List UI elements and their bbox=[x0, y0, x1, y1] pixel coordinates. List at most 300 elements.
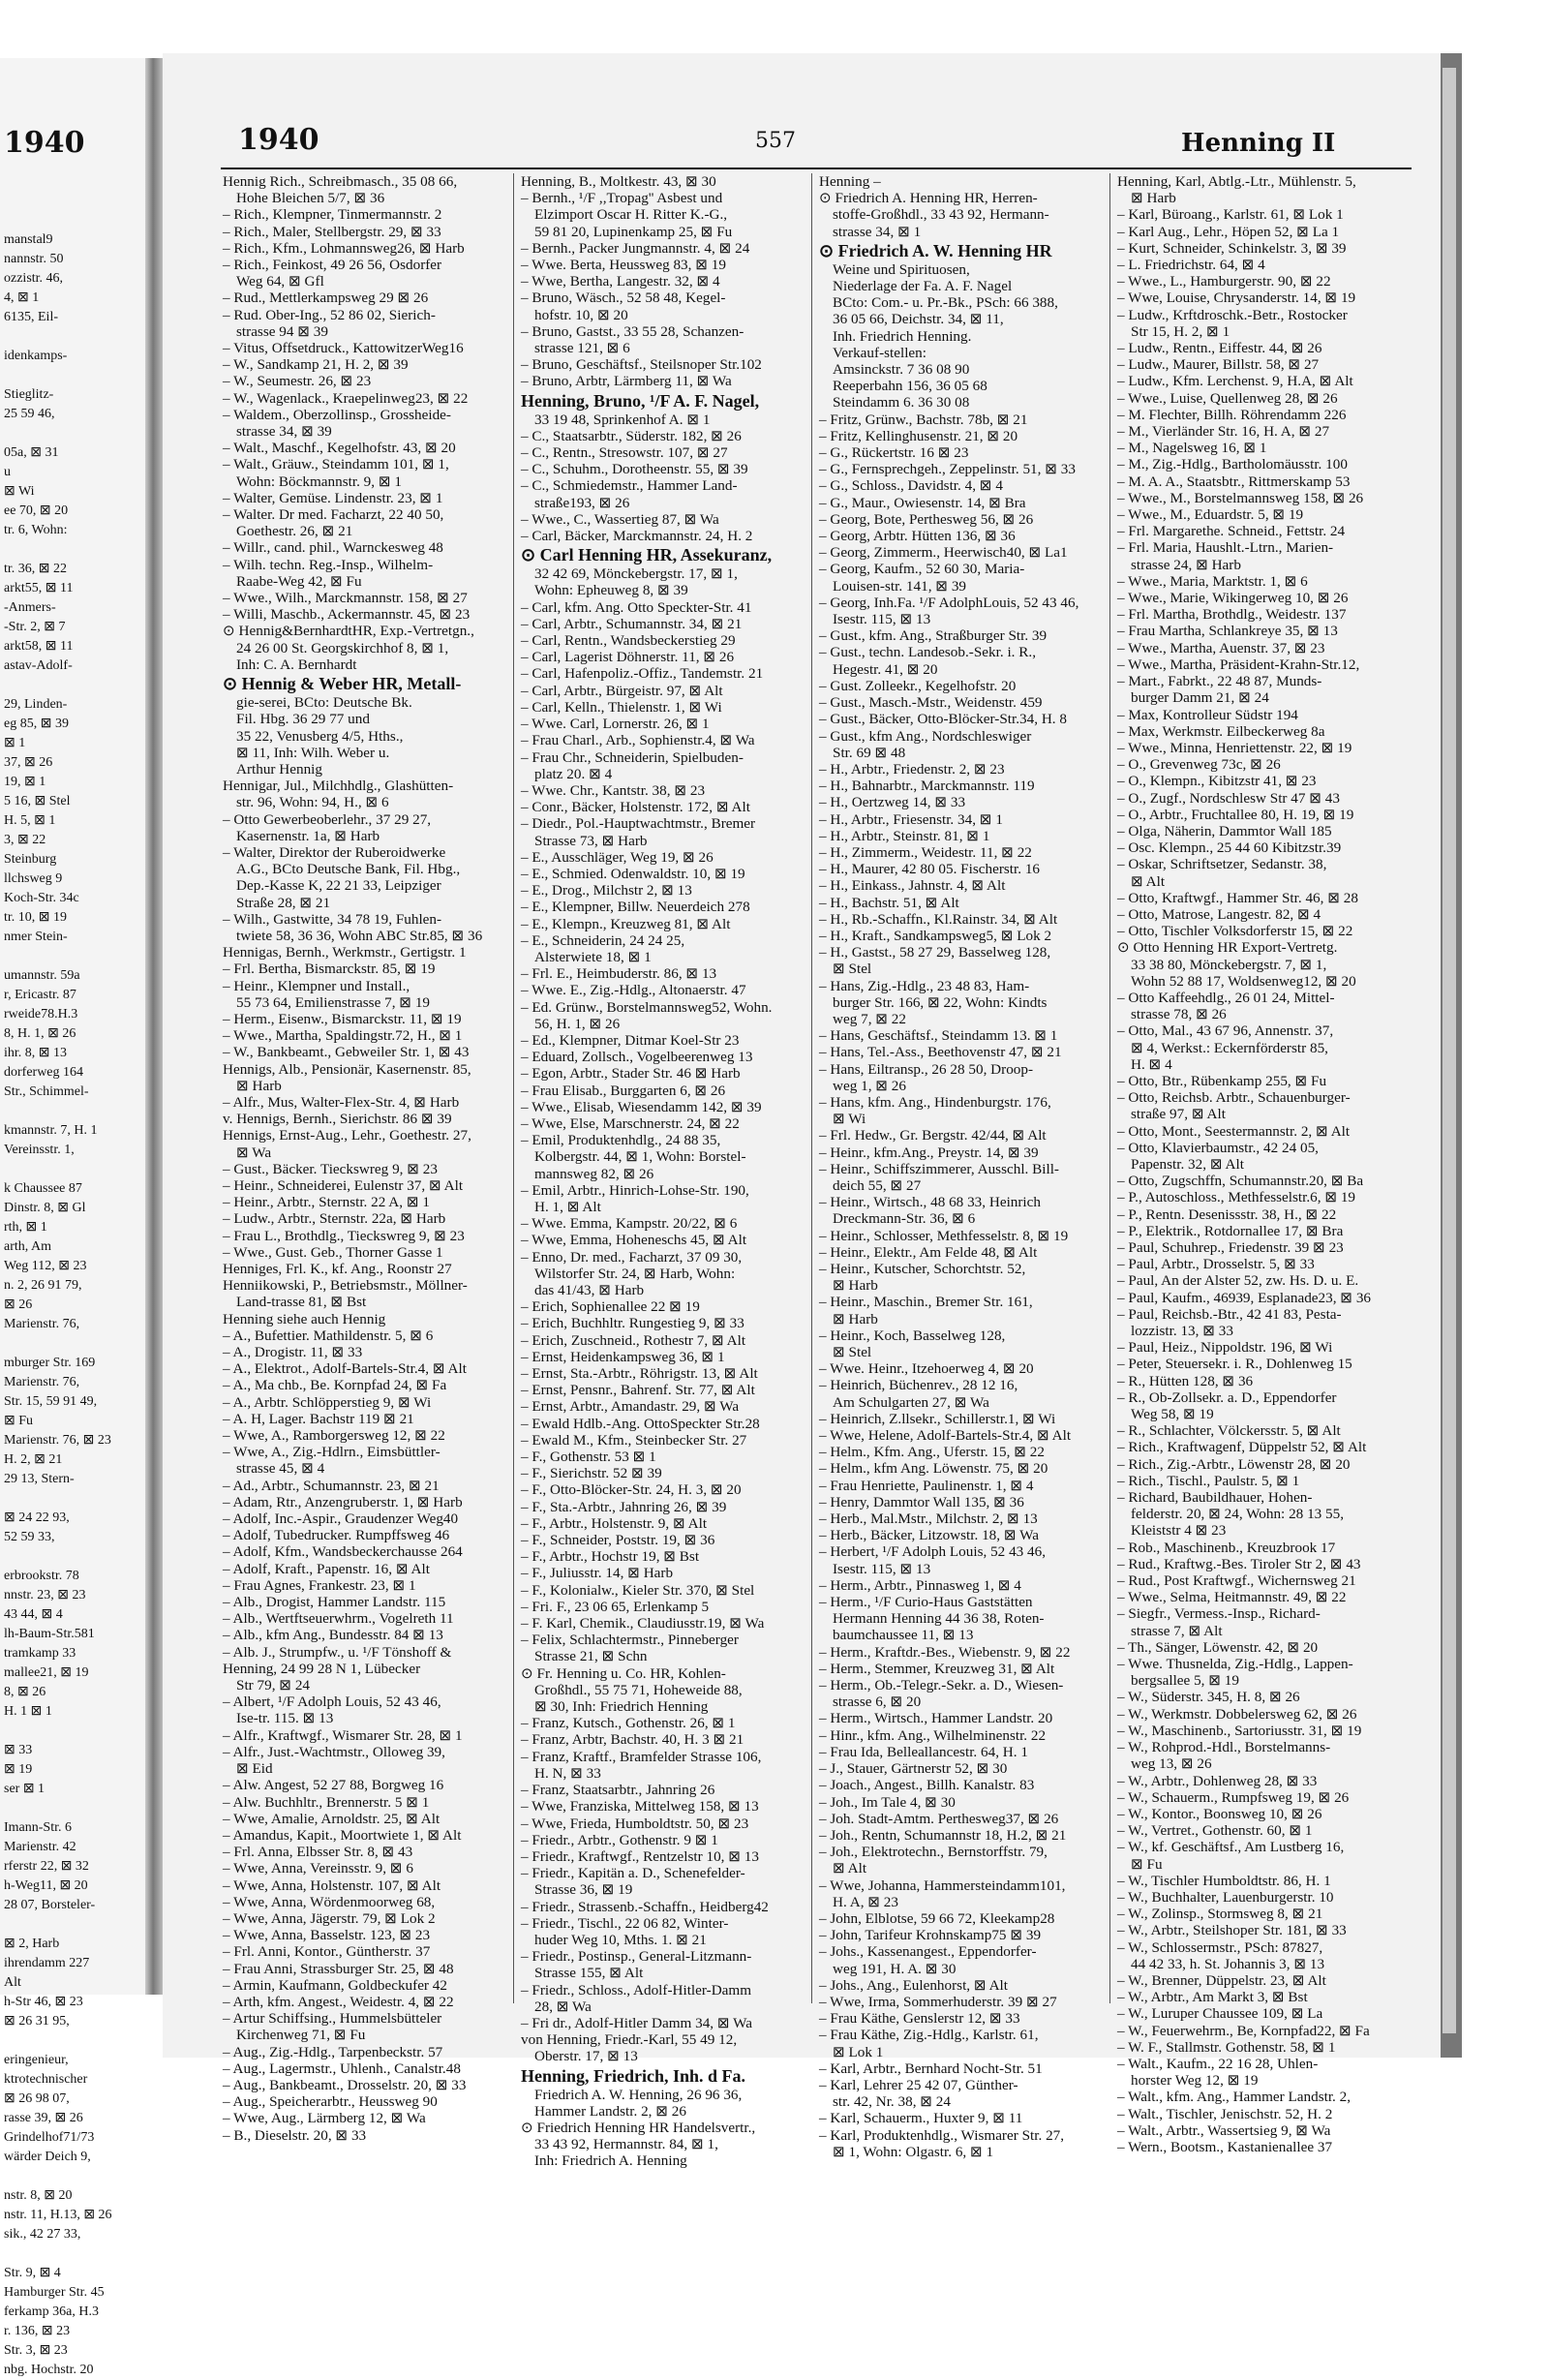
left-page-line bbox=[4, 540, 139, 560]
directory-entry-line: – Rich., Klempner, Tinmermannstr. 2 bbox=[223, 206, 442, 224]
directory-entry-line: – Alw. Angest, 52 27 88, Borgweg 16 bbox=[223, 1777, 444, 1794]
page-edge bbox=[1443, 68, 1456, 2033]
left-page-line: ktrotechnischer bbox=[4, 2072, 88, 2087]
directory-entry-line: – W., Vertret., Gothenstr. 60, ⊠ 1 bbox=[1117, 1822, 1313, 1840]
directory-entry-line: – E., Drog., Milchstr 2, ⊠ 13 bbox=[521, 882, 692, 900]
directory-entry-line: Henniges, Frl. K., kf. Ang., Roonstr 27 bbox=[223, 1261, 452, 1277]
left-page-line: 3, ⊠ 22 bbox=[4, 833, 46, 847]
directory-entry-line: – Rud. Ober-Ing., 52 86 02, Sierich- bbox=[223, 306, 436, 323]
directory-entry-line: – Otto, Zugschffn, Schumannstr.20, ⊠ Ba bbox=[1117, 1173, 1364, 1190]
directory-entry-line: – Osc. Klempn., 25 44 60 Kibitzstr.39 bbox=[1117, 839, 1342, 857]
directory-entry-line: – Joach., Angest., Billh. Kanalstr. 83 bbox=[819, 1777, 1035, 1794]
directory-entry-line: Inh. Friedrich Henning. bbox=[833, 327, 972, 345]
directory-entry-line: – Wwe., M., Borstelmannsweg 158, ⊠ 26 bbox=[1117, 489, 1364, 506]
directory-entry-line: – Richard, Baubildhauer, Hohen- bbox=[1117, 1489, 1313, 1507]
directory-entry-line: – O., Grevenweg 73c, ⊠ 26 bbox=[1117, 756, 1281, 774]
directory-entry-line: – Aug., Zig.-Hdlg., Tarpenbeckstr. 57 bbox=[223, 2043, 443, 2060]
directory-entry-line: ⊠ Harb bbox=[833, 1310, 878, 1327]
directory-entry-line: – O., Zugf., Nordschlesw Str 47 ⊠ 43 bbox=[1117, 789, 1340, 807]
directory-entry-line: – Franz, Kraftf., Bramfelder Strasse 106, bbox=[521, 1748, 762, 1765]
left-page-line: Koch-Str. 34c bbox=[4, 891, 79, 905]
directory-entry-line: – Wwe., Elisab, Wiesendamm 142, ⊠ 39 bbox=[521, 1098, 762, 1115]
directory-entry-line: ⊠ 30, Inh: Friedrich Henning bbox=[534, 1698, 709, 1716]
directory-entry-line: – Helm., kfm Ang. Löwenstr. 75, ⊠ 20 bbox=[819, 1460, 1048, 1478]
directory-entry-line: Strasse 155, ⊠ Alt bbox=[534, 1965, 644, 1982]
left-page-line: mburger Str. 169 bbox=[4, 1356, 96, 1370]
directory-entry-line: Alsterwiete 18, ⊠ 1 bbox=[534, 948, 652, 965]
directory-entry-line: H. ⊠ 4 bbox=[1131, 1055, 1172, 1073]
left-page-line: Grindelhof71/73 bbox=[4, 2130, 95, 2145]
directory-entry-line: Henning, Bruno, ¹/F A. F. Nagel, bbox=[521, 390, 760, 411]
directory-entry-line: – H., Zimmerm., Weidestr. 11, ⊠ 22 bbox=[819, 843, 1032, 861]
directory-entry-line: – P., Rentn. Desenissstr. 38, H., ⊠ 22 bbox=[1117, 1205, 1337, 1223]
directory-entry-line: – Wwe, Emma, Hoheneschs 45, ⊠ Alt bbox=[521, 1232, 747, 1249]
directory-entry-line: – Walter, Direktor der Ruberoidwerke bbox=[223, 843, 446, 861]
directory-entry-line: – Joh., Rentn, Schumannstr 18, H.2, ⊠ 21 bbox=[819, 1826, 1067, 1844]
directory-entry-line: – Ad., Arbtr., Schumannstr. 23, ⊠ 21 bbox=[223, 1477, 440, 1494]
left-page-line: kmannstr. 7, H. 1 bbox=[4, 1123, 98, 1138]
directory-entry-line: – Karl Aug., Lehr., Höpen 52, ⊠ La 1 bbox=[1117, 223, 1340, 240]
directory-entry-line: – Arth, kfm. Angest., Weidestr. 4, ⊠ 22 bbox=[223, 1993, 454, 2010]
directory-entry-line: ⊠ 1, Wohn: Olgastr. 6, ⊠ 1 bbox=[833, 2143, 994, 2160]
directory-entry-line: Hohe Bleichen 5/7, ⊠ 36 bbox=[236, 190, 385, 207]
directory-entry-line: – Frl. Anna, Elbsser Str. 8, ⊠ 43 bbox=[223, 1844, 413, 1861]
directory-entry-line: str. 96, Wohn: 94, H., ⊠ 6 bbox=[236, 794, 389, 811]
directory-entry-line: – Heinr., Elektr., Am Felde 48, ⊠ Alt bbox=[819, 1243, 1038, 1261]
directory-entry-line: – F., Schneider, Poststr. 19, ⊠ 36 bbox=[521, 1532, 715, 1549]
directory-entry-line: – W., Maschinenb., Sartoriusstr. 31, ⊠ 19 bbox=[1117, 1722, 1362, 1739]
directory-entry-line: ⊠ Eid bbox=[236, 1760, 273, 1778]
directory-entry-line: – Wwe, Anna, Basselstr. 123, ⊠ 23 bbox=[223, 1927, 431, 1944]
directory-entry-line: – H., Bachstr. 51, ⊠ Alt bbox=[819, 894, 959, 911]
directory-entry-line: – C., Staatsarbtr., Süderstr. 182, ⊠ 26 bbox=[521, 427, 742, 444]
directory-entry-line: – Wwe., Martha, Auenstr. 37, ⊠ 23 bbox=[1117, 639, 1325, 656]
directory-entry-line: Straße 28, ⊠ 21 bbox=[236, 894, 331, 911]
directory-entry-line: – Herm., Eisenw., Bismarckstr. 11, ⊠ 19 bbox=[223, 1010, 462, 1027]
directory-entry-line: – Friedr., Strassenb.-Schaffn., Heidberg42 bbox=[521, 1898, 769, 1915]
directory-entry-line: – Joh., Elektrotechn., Bernstorffstr. 79, bbox=[819, 1844, 1048, 1861]
directory-entry-line: – Wwe., Gust. Geb., Thorner Gasse 1 bbox=[223, 1243, 443, 1261]
directory-entry-line: – Hans, Tel.-Ass., Beethovenstr 47, ⊠ 21 bbox=[819, 1044, 1062, 1061]
directory-entry-line: ⊙ Hennig & Weber HR, Metall- bbox=[223, 674, 462, 694]
left-page-line: wärder Deich 9, bbox=[4, 2150, 91, 2164]
directory-entry-line: – Herm., Arbtr., Pinnasweg 1, ⊠ 4 bbox=[819, 1576, 1021, 1594]
directory-entry-line: – G., Rückertstr. 16 ⊠ 23 bbox=[819, 444, 969, 462]
directory-entry-line: – Wwe, Franziska, Mittelweg 158, ⊠ 13 bbox=[521, 1798, 759, 1816]
directory-entry-line: bergsallee 5, ⊠ 19 bbox=[1131, 1672, 1239, 1690]
directory-entry-line: – P., Autoschloss., Methfesselstr.6, ⊠ 19 bbox=[1117, 1189, 1356, 1206]
directory-entry-line: Henning – bbox=[819, 173, 881, 190]
directory-entry-line: – Friedr., Arbtr., Gothenstr. 9 ⊠ 1 bbox=[521, 1831, 718, 1848]
directory-entry-line: – W., kf. Geschäftsf., Am Lustberg 16, bbox=[1117, 1839, 1345, 1856]
directory-entry-line: – Ludw., Maurer, Billstr. 58, ⊠ 27 bbox=[1117, 356, 1320, 374]
directory-entry-line: – Frl. E., Heimbuderstr. 86, ⊠ 13 bbox=[521, 965, 717, 983]
directory-entry-line: – E., Schneiderin, 24 24 25, bbox=[521, 931, 685, 949]
directory-entry-line: – H., Arbtr., Friedenstr. 2, ⊠ 23 bbox=[819, 760, 1005, 778]
directory-entry-line: strasse 94 ⊠ 39 bbox=[236, 322, 328, 340]
directory-entry-line: – Herbert, ¹/F Adolph Louis, 52 43 46, bbox=[819, 1543, 1047, 1561]
left-page-line: 28 07, Borsteler- bbox=[4, 1898, 96, 1912]
directory-entry-line: – John, Elblotse, 59 66 72, Kleekamp28 bbox=[819, 1909, 1055, 1927]
directory-entry-line: – Wwe. E., Zig.-Hdlg., Altonaerstr. 47 bbox=[521, 982, 746, 999]
left-page-line: ee 70, ⊠ 20 bbox=[4, 503, 69, 518]
left-page-line: dorferweg 164 bbox=[4, 1065, 84, 1080]
directory-entry-line: Amsinckstr. 7 36 08 90 bbox=[833, 361, 970, 379]
directory-entry-line: – Heinrich, Z.llsekr., Schillerstr.1, ⊠ Wi bbox=[819, 1410, 1056, 1427]
directory-entry-line: – Aug., Speicherarbtr., Heussweg 90 bbox=[223, 2093, 438, 2111]
directory-entry-line: – Frl. Martha, Brothdlg., Weidestr. 137 bbox=[1117, 606, 1347, 624]
directory-entry-line: hofstr. 10, ⊠ 20 bbox=[534, 306, 628, 323]
directory-entry-line: – Ludw., Kfm. Lerchenst. 9, H.A, ⊠ Alt bbox=[1117, 373, 1353, 390]
directory-entry-line: – Carl, kfm. Ang. Otto Speckter-Str. 41 bbox=[521, 598, 752, 616]
directory-entry-line: 33 38 80, Mönckebergstr. 7, ⊠ 1, bbox=[1131, 956, 1327, 973]
directory-entry-line: – Gust., kfm Ang., Nordschleswiger bbox=[819, 727, 1032, 745]
directory-entry-line: – Wwe, Else, Marschnerstr. 24, ⊠ 22 bbox=[521, 1114, 740, 1132]
left-page-line: eringenieur, bbox=[4, 2053, 69, 2067]
directory-entry-line: – Otto, Matrose, Langestr. 82, ⊠ 4 bbox=[1117, 905, 1321, 923]
directory-entry-line: – Alb., Drogist, Hammer Landstr. 115 bbox=[223, 1594, 446, 1611]
directory-entry-line: 44 42 33, h. St. Johannis 3, ⊠ 13 bbox=[1131, 1955, 1325, 1972]
directory-entry-line: – Erich, Sophienallee 22 ⊠ 19 bbox=[521, 1298, 700, 1316]
left-page-line: 25 59 46, bbox=[4, 407, 55, 421]
directory-entry-line: – Emil, Produktenhdlg., 24 88 35, bbox=[521, 1132, 721, 1149]
directory-entry-line: – Adolf, Kfm., Wandsbeckerchausse 264 bbox=[223, 1543, 463, 1561]
directory-entry-line: – F., Gothenstr. 53 ⊠ 1 bbox=[521, 1449, 656, 1466]
left-page-line: rth, ⊠ 1 bbox=[4, 1220, 47, 1235]
left-page-line: ⊠ 26 31 95, bbox=[4, 2014, 70, 2029]
directory-entry-line: – Carl, Kelln., Thielenstr. 1, ⊠ Wi bbox=[521, 698, 722, 716]
directory-entry-line: – Carl, Bäcker, Marckmannstr. 24, H. 2 bbox=[521, 528, 753, 545]
directory-entry-line: – W., Arbtr., Steilshoper Str. 181, ⊠ 33 bbox=[1117, 1922, 1347, 1939]
directory-entry-line: – Felix, Schlachtermstr., Pinneberger bbox=[521, 1632, 739, 1649]
directory-entry-line: Strasse 21, ⊠ Schn bbox=[534, 1648, 648, 1665]
directory-entry-line: – Georg, Kaufm., 52 60 30, Maria- bbox=[819, 561, 1025, 578]
directory-entry-line: – Heinrich, Büchenrev., 28 12 16, bbox=[819, 1377, 1018, 1394]
left-page-line: 8, ⊠ 26 bbox=[4, 1685, 46, 1699]
directory-entry-line: – Rich., Tischl., Paulstr. 5, ⊠ 1 bbox=[1117, 1472, 1300, 1489]
directory-entry-line: – Otto, Btr., Rübenkamp 255, ⊠ Fu bbox=[1117, 1072, 1327, 1089]
directory-entry-line: – Erich, Buchhltr. Rungestieg 9, ⊠ 33 bbox=[521, 1315, 744, 1332]
directory-entry-line: Am Schulgarten 27, ⊠ Wa bbox=[833, 1393, 989, 1411]
directory-entry-line: A.G., BCto Deutsche Bank, Fil. Hbg., bbox=[236, 861, 461, 878]
directory-entry-line: – Rud., Post Kraftwgf., Wichernsweg 21 bbox=[1117, 1572, 1356, 1590]
directory-entry-line: – Ewald M., Kfm., Steinbecker Str. 27 bbox=[521, 1431, 747, 1449]
left-page-line: 4, ⊠ 1 bbox=[4, 290, 40, 305]
directory-entry-line: ⊠ Lok 1 bbox=[833, 2043, 884, 2060]
directory-entry-line: – Heinr., Schiffszimmerer, Ausschl. Bill- bbox=[819, 1160, 1059, 1177]
directory-entry-line: burger Str. 166, ⊠ 22, Wohn: Kindts bbox=[833, 993, 1048, 1011]
directory-entry-line: felderstr. 20, ⊠ 24, Wohn: 28 13 55, bbox=[1131, 1506, 1345, 1523]
directory-entry-line: Niederlage der Fa. A. F. Nagel bbox=[833, 278, 1013, 295]
directory-entry-line: – G., Fernsprechgeh., Zeppelinstr. 51, ⊠ 33 bbox=[819, 461, 1076, 478]
left-page-line bbox=[4, 327, 139, 347]
directory-entry-line: 56, H. 1, ⊠ 26 bbox=[534, 1015, 621, 1032]
directory-entry-line: – E., Klempner, Billw. Neuerdeich 278 bbox=[521, 899, 750, 916]
directory-entry-line: – Hans, Geschäftsf., Steindamm 13. ⊠ 1 bbox=[819, 1027, 1058, 1045]
directory-entry-line: ⊙ Fr. Henning u. Co. HR, Kohlen- bbox=[521, 1664, 726, 1682]
directory-entry-line: – R., Ob-Zollsekr. a. D., Eppendorfer bbox=[1117, 1388, 1337, 1406]
left-page-line: Str. 15, 59 91 49, bbox=[4, 1394, 98, 1409]
directory-entry-line: – H., Arbtr., Steinstr. 81, ⊠ 1 bbox=[819, 827, 990, 844]
directory-entry-line: – Fritz, Kellinghusenstr. 21, ⊠ 20 bbox=[819, 427, 1018, 444]
directory-entry-line: – Wwe. Carl, Lornerstr. 26, ⊠ 1 bbox=[521, 716, 710, 733]
directory-entry-line: – Diedr., Pol.-Hauptwachtmstr., Bremer bbox=[521, 815, 756, 833]
directory-entry-line: Henning, Friedrich, Inh. d Fa. bbox=[521, 2065, 746, 2086]
directory-entry-line: – Georg, Inh.Fa. ¹/F AdolphLouis, 52 43 46, bbox=[819, 594, 1079, 611]
directory-entry-line: – Frau Charl., Arb., Sophienstr.4, ⊠ Wa bbox=[521, 732, 755, 749]
directory-entry-line: stoffe-Großhdl., 33 43 92, Hermann- bbox=[833, 206, 1049, 224]
directory-entry-line: – Wwe., Wilh., Marckmannstr. 158, ⊠ 27 bbox=[223, 590, 468, 607]
directory-entry-line: – Rich., Zig.-Arbtr., Löwenstr 28, ⊠ 20 bbox=[1117, 1455, 1351, 1473]
directory-entry-line: – Alfr., Mus, Walter-Flex-Str. 4, ⊠ Harb bbox=[223, 1093, 460, 1111]
directory-entry-line: – Frl. Anni, Kontor., Güntherstr. 37 bbox=[223, 1943, 431, 1961]
left-page-line bbox=[4, 1915, 139, 1935]
directory-entry-line: – Wwe. Thusnelda, Zig.-Hdlg., Lappen- bbox=[1117, 1656, 1353, 1673]
directory-entry-line: – H., Maurer, 42 80 05. Fischerstr. 16 bbox=[819, 861, 1041, 878]
left-page-line: rweide78.H.3 bbox=[4, 1007, 78, 1022]
directory-entry-line: – W., Werkmstr. Dobbelersweg 62, ⊠ 26 bbox=[1117, 1705, 1357, 1723]
directory-entry-line: ⊠ Harb bbox=[833, 1277, 878, 1295]
directory-entry-line: – Willi, Maschb., Ackermannstr. 45, ⊠ 23 bbox=[223, 606, 471, 624]
directory-entry-line: – Otto, Tischler Volksdorferstr 15, ⊠ 22 bbox=[1117, 923, 1353, 940]
directory-entry-line: – Amandus, Kapit., Moortwiete 1, ⊠ Alt bbox=[223, 1826, 462, 1844]
directory-entry-line: Hennigs, Alb., Pensionär, Kasernenstr. 85, bbox=[223, 1060, 471, 1078]
directory-entry-line: – B., Dieselstr. 20, ⊠ 33 bbox=[223, 2126, 367, 2144]
directory-entry-line: – Frl. Hedw., Gr. Bergstr. 42/44, ⊠ Alt bbox=[819, 1127, 1047, 1144]
directory-entry-line: – Herb., Mal.Mstr., Milchstr. 2, ⊠ 13 bbox=[819, 1510, 1038, 1528]
directory-entry-line: – W., Schauerm., Rumpfsweg 19, ⊠ 26 bbox=[1117, 1788, 1350, 1806]
directory-column-1 bbox=[223, 173, 505, 2144]
directory-entry-line: – Paul, Heiz., Nippoldstr. 196, ⊠ Wi bbox=[1117, 1339, 1333, 1357]
directory-entry-line: – Mart., Fabrkt., 22 48 87, Munds- bbox=[1117, 673, 1322, 690]
directory-entry-line: – Carl, Arbtr., Bürgeistr. 97, ⊠ Alt bbox=[521, 682, 723, 699]
directory-entry-line: – E., Klempn., Kreuzweg 81, ⊠ Alt bbox=[521, 915, 731, 932]
directory-entry-line: Fil. Hbg. 36 29 77 und bbox=[236, 711, 370, 728]
left-page-line bbox=[4, 1160, 139, 1179]
directory-entry-line: – Alfr., Just.-Wachtmstr., Olloweg 39, bbox=[223, 1743, 445, 1760]
directory-entry-line: – O., Klempn., Kibitzstr 41, ⊠ 23 bbox=[1117, 773, 1317, 790]
directory-entry-line: – Hinr., kfm. Ang., Wilhelminenstr. 22 bbox=[819, 1726, 1047, 1744]
directory-entry-line: von Henning, Friedr.-Karl, 55 49 12, bbox=[521, 2031, 738, 2049]
directory-entry-line: – Otto, Mont., Seestermannstr. 2, ⊠ Alt bbox=[1117, 1122, 1351, 1140]
left-page-line bbox=[4, 1489, 139, 1509]
directory-entry-line: – G., Schloss., Davidstr. 4, ⊠ 4 bbox=[819, 477, 1003, 495]
directory-entry-line: – Wern., Bootsm., Kastanienallee 37 bbox=[1117, 2138, 1333, 2155]
left-page-line: mallee21, ⊠ 19 bbox=[4, 1665, 89, 1680]
left-page-line: 19, ⊠ 1 bbox=[4, 775, 46, 789]
directory-entry-line: Hennig Rich., Schreibmasch., 35 08 66, bbox=[223, 173, 458, 190]
directory-entry-line: Oberstr. 17, ⊠ 13 bbox=[534, 2048, 638, 2065]
directory-entry-line: Henning, 24 99 28 N 1, Lübecker bbox=[223, 1660, 421, 1677]
directory-entry-line: Hennigs, Ernst-Aug., Lehr., Goethestr. 27, bbox=[223, 1127, 471, 1144]
left-page-line: rasse 39, ⊠ 26 bbox=[4, 2111, 83, 2125]
directory-entry-line: – Hans, kfm. Ang., Hindenburgstr. 176, bbox=[819, 1093, 1051, 1111]
directory-entry-line: – Ludw., Arbtr., Sternstr. 22a, ⊠ Harb bbox=[223, 1210, 446, 1228]
directory-entry-line: – Heinr., Schlosser, Methfesselstr. 8, ⊠ 19 bbox=[819, 1227, 1069, 1244]
directory-entry-line: – Frau Elisab., Burggarten 6, ⊠ 26 bbox=[521, 1082, 726, 1099]
directory-entry-line: – W., Brenner, Düppelstr. 23, ⊠ Alt bbox=[1117, 1971, 1326, 1989]
directory-entry-line: – Willr., cand. phil., Warnckesweg 48 bbox=[223, 539, 443, 557]
left-page-line: Dinstr. 8, ⊠ Gl bbox=[4, 1201, 86, 1215]
directory-entry-line: 24 26 00 St. Georgskirchhof 8, ⊠ 1, bbox=[236, 639, 449, 656]
directory-entry-line: – Wwe., Marie, Wikingerweg 10, ⊠ 26 bbox=[1117, 590, 1349, 607]
directory-entry-line: horster Weg 12, ⊠ 19 bbox=[1131, 2072, 1259, 2090]
directory-entry-line: – Frau L., Brothdlg., Tieckswreg 9, ⊠ 23 bbox=[223, 1227, 465, 1244]
directory-entry-line: – Kurt, Schneider, Schinkelstr. 3, ⊠ 39 bbox=[1117, 239, 1347, 257]
directory-entry-line: – Friedr., Postinsp., General-Litzmann- bbox=[521, 1948, 752, 1966]
book-spine bbox=[145, 58, 163, 1995]
left-page-line: -Str. 2, ⊠ 7 bbox=[4, 620, 66, 634]
left-page-line bbox=[4, 1334, 139, 1354]
directory-entry-line: – F., Otto-Blöcker-Str. 24, H. 3, ⊠ 20 bbox=[521, 1481, 742, 1499]
column-divider bbox=[1109, 173, 1110, 2003]
directory-entry-line: – Rich., Kfm., Lohmannsweg26, ⊠ Harb bbox=[223, 239, 465, 257]
directory-entry-line: – W., Zolinsp., Stormsweg 8, ⊠ 21 bbox=[1117, 1906, 1323, 1923]
directory-column-2 bbox=[521, 173, 804, 2170]
directory-entry-line: Goethestr. 26, ⊠ 21 bbox=[236, 523, 353, 540]
directory-entry-line: platz 20. ⊠ 4 bbox=[534, 765, 613, 782]
directory-entry-line: – Enno, Dr. med., Facharzt, 37 09 30, bbox=[521, 1248, 743, 1266]
directory-entry-line: lozzistr. 13, ⊠ 33 bbox=[1131, 1323, 1233, 1340]
directory-entry-line: – Albert, ¹/F Adolph Louis, 52 43 46, bbox=[223, 1693, 441, 1711]
directory-entry-line: – Heinr., Schneiderei, Eulenstr 37, ⊠ Alt bbox=[223, 1176, 464, 1194]
directory-entry-line: – Ewald Hdlb.-Ang. OttoSpeckter Str.28 bbox=[521, 1415, 760, 1432]
left-page-line: llchsweg 9 bbox=[4, 871, 63, 886]
directory-entry-line: – Ernst, Heidenkampsweg 36, ⊠ 1 bbox=[521, 1348, 725, 1365]
page-year: 1940 bbox=[238, 123, 319, 157]
directory-entry-line: – F., Arbtr., Holstenstr. 9, ⊠ Alt bbox=[521, 1514, 708, 1532]
directory-entry-line: H. N, ⊠ 33 bbox=[534, 1764, 601, 1782]
directory-entry-line: Isestr. 115, ⊠ 13 bbox=[833, 611, 931, 628]
directory-entry-line: – Frau Ida, Belleallancestr. 64, H. 1 bbox=[819, 1743, 1028, 1760]
directory-entry-line: ⊠ Alt bbox=[1131, 872, 1166, 890]
directory-entry-line: – F. Karl, Chemik., Claudiusstr.19, ⊠ Wa bbox=[521, 1615, 765, 1632]
left-page-line: 5 16, ⊠ Stel bbox=[4, 794, 71, 809]
directory-entry-line: – W., Schlossermstr., PSch: 87827, bbox=[1117, 1938, 1323, 1956]
directory-entry-line: – A., Drogistr. 11, ⊠ 33 bbox=[223, 1344, 363, 1361]
left-page-line bbox=[4, 424, 139, 443]
directory-entry-line: – Paul, Arbtr., Drosselstr. 5, ⊠ 33 bbox=[1117, 1256, 1315, 1273]
left-page-line: astav-Adolf- bbox=[4, 658, 73, 673]
directory-entry-line: – W., Buchhalter, Lauenburgerstr. 10 bbox=[1117, 1888, 1334, 1906]
directory-entry-line: – W., Seumestr. 26, ⊠ 23 bbox=[223, 373, 372, 390]
directory-entry-line: – Frau Agnes, Frankestr. 23, ⊠ 1 bbox=[223, 1576, 416, 1594]
directory-entry-line: – Wwe., M., Eduardstr. 5, ⊠ 19 bbox=[1117, 506, 1304, 524]
directory-entry-line: – Adolf, Inc.-Aspir., Graudenzer Weg40 bbox=[223, 1510, 459, 1528]
directory-entry-line: Inh: Friedrich A. Henning bbox=[534, 2152, 687, 2170]
directory-entry-line: weg 7, ⊠ 22 bbox=[833, 1010, 906, 1027]
directory-entry-line: ⊠ Harb bbox=[1131, 190, 1176, 207]
directory-entry-line: ⊙ Friedrich Henning HR Handelsvertr., bbox=[521, 2119, 756, 2136]
header-rule bbox=[221, 168, 1412, 169]
directory-entry-line: Weine und Spirituosen, bbox=[833, 260, 970, 278]
directory-entry-line: – Otto Kaffeehdlg., 26 01 24, Mittel- bbox=[1117, 989, 1335, 1006]
directory-entry-line: – Paul, An der Alster 52, zw. Hs. D. u. E. bbox=[1117, 1272, 1359, 1290]
directory-entry-line: baumchaussee 11, ⊠ 13 bbox=[833, 1627, 974, 1644]
left-page-line: Marienstr. 76, bbox=[4, 1317, 80, 1331]
directory-entry-line: – M., Nagelsweg 16, ⊠ 1 bbox=[1117, 440, 1267, 457]
directory-entry-line: Hennigas, Bernh., Werkmstr., Gertigstr. 1 bbox=[223, 944, 467, 961]
directory-entry-line: – Egon, Arbtr., Stader Str. 46 ⊠ Harb bbox=[521, 1065, 741, 1083]
directory-entry-line: strasse 78, ⊠ 26 bbox=[1131, 1006, 1227, 1023]
directory-entry-line: – Rich., Maler, Stellbergstr. 29, ⊠ 33 bbox=[223, 223, 441, 240]
directory-entry-line: – Conr., Bäcker, Holstenstr. 172, ⊠ Alt bbox=[521, 799, 750, 816]
left-page-year: 1940 bbox=[4, 126, 85, 160]
left-page-line: Marienstr. 76, ⊠ 23 bbox=[4, 1433, 111, 1448]
directory-entry-line: ⊙ Friedrich A. W. Henning HR bbox=[819, 240, 1052, 260]
directory-entry-line: Hegestr. 41, ⊠ 20 bbox=[833, 660, 938, 678]
directory-entry-line: strasse 121, ⊠ 6 bbox=[534, 340, 630, 357]
directory-entry-line: – W. F., Stallmstr. Gothenstr. 58, ⊠ 1 bbox=[1117, 2038, 1336, 2056]
directory-entry-line: – Gust., kfm. Ang., Straßburger Str. 39 bbox=[819, 627, 1048, 645]
directory-entry-line: ⊙ Otto Henning HR Export-Vertretg. bbox=[1117, 939, 1338, 957]
left-page-line: idenkamps- bbox=[4, 349, 68, 363]
left-page-line: ihrendamm 227 bbox=[4, 1956, 90, 1970]
directory-entry-line: – Wwe, Anna, Vereinsstr. 9, ⊠ 6 bbox=[223, 1860, 413, 1877]
directory-entry-line: strasse 24, ⊠ Harb bbox=[1131, 556, 1241, 573]
directory-entry-line: – Karl, Produktenhdlg., Wismarer Str. 27, bbox=[819, 2126, 1065, 2144]
directory-entry-line: Kleiststr 4 ⊠ 23 bbox=[1131, 1522, 1227, 1540]
directory-entry-line: – Wwe., Selma, Heitmannstr. 49, ⊠ 22 bbox=[1117, 1589, 1347, 1606]
directory-entry-line: – H., Bahnarbtr., Marckmannstr. 119 bbox=[819, 778, 1035, 795]
directory-entry-line: – Friedr., Kraftwgf., Rentzelstr 10, ⊠ 13 bbox=[521, 1847, 759, 1865]
directory-entry-line: – Wwe. Heinr., Itzehoerweg 4, ⊠ 20 bbox=[819, 1360, 1034, 1378]
directory-entry-line: – A., Bufettier. Mathildenstr. 5, ⊠ 6 bbox=[223, 1327, 434, 1344]
directory-entry-line: – Paul, Schuhrep., Friedenstr. 39 ⊠ 23 bbox=[1117, 1239, 1344, 1256]
directory-entry-line: Isestr. 115, ⊠ 13 bbox=[833, 1560, 931, 1577]
directory-entry-line: – Alb. J., Strumpfw., u. ¹/F Tönshoff & bbox=[223, 1643, 452, 1661]
directory-entry-line: – W., Luruper Chaussee 109, ⊠ La bbox=[1117, 2005, 1323, 2023]
directory-entry-line: Friedrich A. W. Henning, 26 96 36, bbox=[534, 2086, 743, 2103]
directory-entry-line: – Olga, Näherin, Dammtor Wall 185 bbox=[1117, 822, 1332, 839]
directory-entry-line: – Herm., ¹/F Curio-Haus Gaststätten bbox=[819, 1594, 1033, 1611]
left-page-line: nannstr. 50 bbox=[4, 252, 64, 266]
directory-entry-line: Wohn 52 88 17, Woldsenweg12, ⊠ 20 bbox=[1131, 972, 1356, 990]
directory-entry-line: – Max, Werkmstr. Eilbeckerweg 8a bbox=[1117, 722, 1325, 740]
left-page-line: Str. 9, ⊠ 4 bbox=[4, 2266, 61, 2280]
directory-entry-line: ⊠ Fu bbox=[1131, 1855, 1163, 1873]
directory-entry-line: – Emil, Arbtr., Hinrich-Lohse-Str. 190, bbox=[521, 1181, 749, 1199]
directory-entry-line: Papenstr. 32, ⊠ Alt bbox=[1131, 1155, 1244, 1173]
left-page-line: r, Ericastr. 87 bbox=[4, 988, 76, 1002]
directory-entry-line: – M. A. A., Staatsbtr., Rittmerskamp 53 bbox=[1117, 473, 1351, 490]
directory-entry-line: – Alw. Buchhltr., Brennerstr. 5 ⊠ 1 bbox=[223, 1793, 430, 1811]
directory-entry-line: – W., Arbtr., Am Markt 3, ⊠ Bst bbox=[1117, 1989, 1308, 2006]
directory-entry-line: – Franz, Staatsarbtr., Jahnring 26 bbox=[521, 1782, 715, 1799]
directory-entry-line: 59 81 20, Lupinenkamp 25, ⊠ Fu bbox=[534, 223, 733, 240]
directory-entry-line: – Johs., Ang., Eulenhorst, ⊠ Alt bbox=[819, 1976, 1008, 1994]
directory-entry-line: – Wwe, A., Zig.-Hdlrn., Eimsbüttler- bbox=[223, 1444, 440, 1461]
directory-entry-line: weg 191, H. A. ⊠ 30 bbox=[833, 1960, 957, 1977]
directory-entry-line: – Wilh., Gastwitte, 34 78 19, Fuhlen- bbox=[223, 910, 442, 928]
directory-entry-line: Str. 69 ⊠ 48 bbox=[833, 744, 906, 761]
left-page-line: h-Str 46, ⊠ 23 bbox=[4, 1995, 83, 2009]
directory-entry-line: – Gust., techn. Landesob.-Sekr. i. R., bbox=[819, 644, 1036, 661]
directory-entry-line: – Gust., Bäcker. Tieckswreg 9, ⊠ 23 bbox=[223, 1160, 438, 1177]
left-page-line: manstal9 bbox=[4, 232, 53, 247]
directory-entry-line: – H., Arbtr., Friesenstr. 34, ⊠ 1 bbox=[819, 810, 1003, 828]
directory-entry-line: – Frl. Maria, Haushlt.-Ltrn., Marien- bbox=[1117, 539, 1334, 557]
directory-entry-line: Strasse 73, ⊠ Harb bbox=[534, 832, 648, 849]
directory-entry-line: – W., Feuerwehrm., Be, Kornpfad22, ⊠ Fa bbox=[1117, 2022, 1370, 2039]
directory-entry-line: – W., Sandkamp 21, H. 2, ⊠ 39 bbox=[223, 356, 409, 374]
directory-entry-line: strasse 7, ⊠ Alt bbox=[1131, 1622, 1223, 1639]
directory-entry-line: Henning, Karl, Abtlg.-Ltr., Mühlenstr. 5, bbox=[1117, 173, 1356, 190]
directory-entry-line: – M., Vierländer Str. 16, H. A, ⊠ 27 bbox=[1117, 423, 1330, 441]
directory-entry-line: ⊠ Alt bbox=[833, 1860, 867, 1877]
left-page-line: ⊠ Wi bbox=[4, 484, 35, 499]
directory-entry-line: – Heinr., Arbtr., Sternstr. 22 A, ⊠ 1 bbox=[223, 1194, 430, 1211]
